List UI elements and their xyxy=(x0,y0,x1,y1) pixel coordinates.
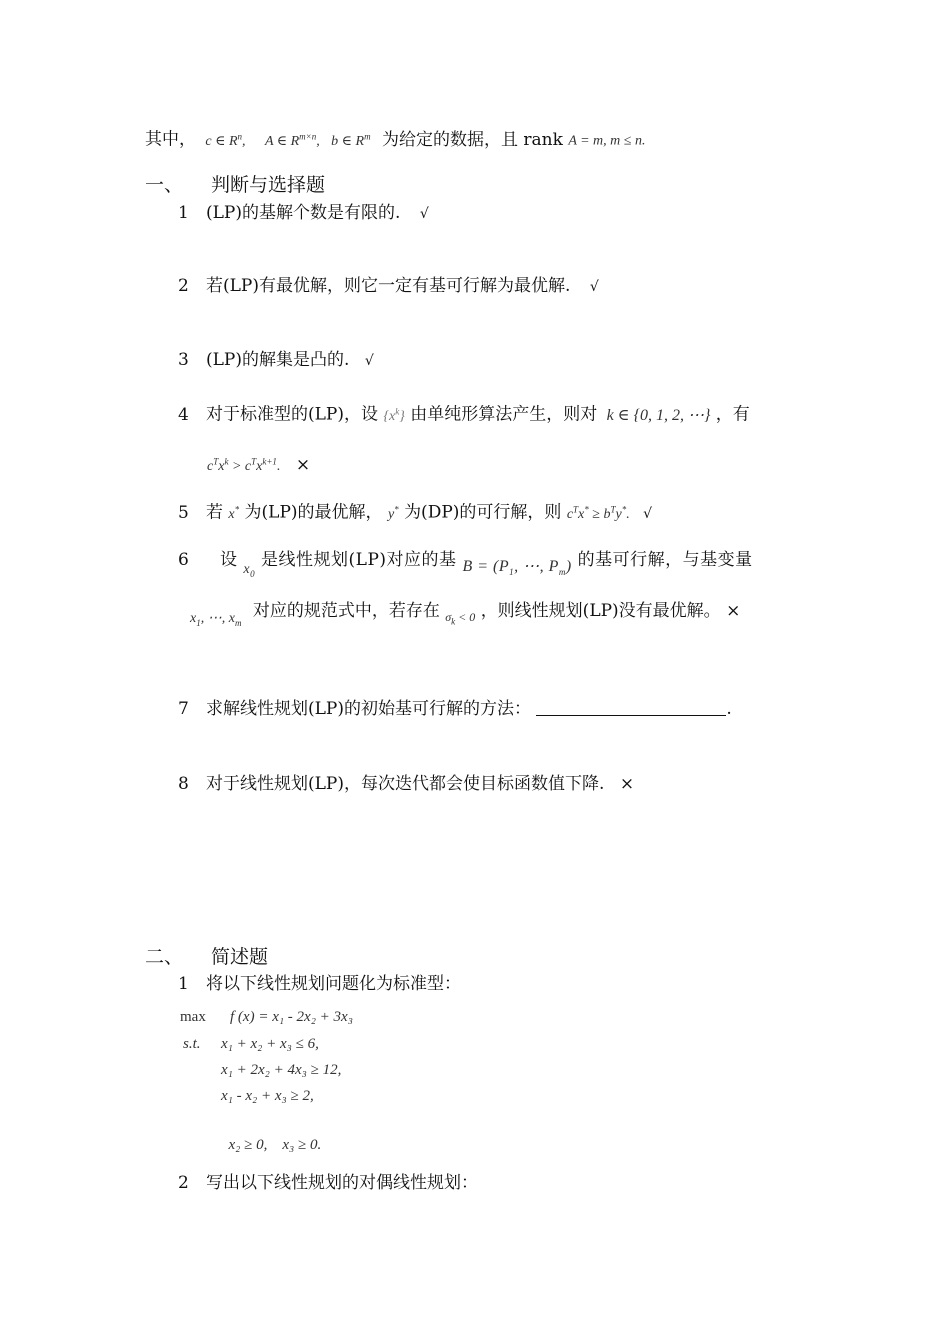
section-two-title: 简述题 xyxy=(211,946,269,968)
item-text: 求解线性规划(LP)的初始基可行解的方法： xyxy=(206,699,531,719)
question-item-5 xyxy=(178,498,652,526)
item-text: 若(LP)有最优解，则它一定有基可行解为最优解. xyxy=(206,276,571,296)
section-one-index: 一、 xyxy=(145,174,184,196)
item-number: 7 xyxy=(178,699,189,719)
item-text-3: 的基可行解，与基变量 xyxy=(577,550,753,570)
formula-b-in-rm: b ∈ $R^m$ xyxy=(331,131,371,149)
question-item-7 xyxy=(178,698,732,720)
lp-constraint-4: x₂ ≥ 0, x₃ ≥ 0. xyxy=(228,1137,322,1153)
item-text-2: 是线性规划(LP)对应的基 xyxy=(261,550,457,570)
check-mark-icon: √ xyxy=(364,353,374,369)
cross-mark-icon: × xyxy=(726,601,741,621)
item-text: 对于标准型的(LP)，设 xyxy=(206,404,378,425)
formula-c-in-rn: c ∈ $R^n$, xyxy=(205,131,246,149)
question-item-6-line-2 xyxy=(190,600,740,634)
item-text-2: ，则线性规划(LP)没有最优解。 xyxy=(480,601,721,621)
formula-basic-variables: x1, ⋯, xm xyxy=(190,611,242,628)
st-label: s.t. xyxy=(183,1036,201,1052)
formula-basis-b: $B = (P_1$, ⋯, $P_m$) xyxy=(462,558,572,578)
item-text: (LP)的基解个数是有限的. xyxy=(206,203,401,223)
item-text: 对应的规范式中，若存在 xyxy=(252,601,440,621)
question-item-4-line-2 xyxy=(207,450,310,478)
item-number: 5 xyxy=(178,502,189,523)
item-text: (LP)的解集是凸的. xyxy=(206,350,350,370)
question-item-1 xyxy=(178,202,429,225)
question-item-4 xyxy=(178,400,750,428)
item-tail: . xyxy=(726,699,732,719)
check-mark-icon: √ xyxy=(643,505,653,522)
item-number: 2 xyxy=(178,1173,189,1193)
question-item-6 xyxy=(178,549,753,585)
lp-constraint-2: x₁ + 2x₂ + 4x₃ ≥ 12, xyxy=(221,1062,342,1078)
item-number: 1 xyxy=(178,974,189,994)
short-answer-item-2 xyxy=(178,1172,478,1194)
formula-y-star: y* xyxy=(387,504,399,522)
lp-constraint-row-3 xyxy=(221,1085,314,1107)
check-mark-icon: √ xyxy=(589,279,599,295)
cross-mark-icon: × xyxy=(619,774,635,794)
formula-objective-inequality: $c^Tx^k > c^Tx^{k+1}$. xyxy=(207,456,281,474)
formula-duality-inequality: $c^Tx^* \ge b^Ty^*$. xyxy=(566,504,630,522)
item-number: 4 xyxy=(178,404,189,425)
item-number: 6 xyxy=(178,550,190,570)
answer-blank[interactable] xyxy=(536,699,726,716)
item-text: 将以下线性规划问题化为标准型： xyxy=(206,974,461,994)
section-two-index: 二、 xyxy=(145,946,184,968)
item-text-3: ，有 xyxy=(715,404,750,425)
lp-constraint-row-2 xyxy=(221,1059,341,1081)
section-two-heading xyxy=(145,946,268,968)
item-text: 若 xyxy=(206,502,223,523)
item-number: 1 xyxy=(178,203,189,223)
item-text: 对于线性规划(LP)，每次迭代都会使目标函数值下降. xyxy=(206,774,605,794)
formula-rank: A = m, m ≤ n. xyxy=(568,133,646,149)
formula-x-star: x* xyxy=(228,504,240,522)
cross-mark-icon: × xyxy=(295,454,311,475)
question-item-8 xyxy=(178,773,634,795)
question-item-3 xyxy=(178,349,374,372)
short-answer-item-1 xyxy=(178,973,461,995)
item-text: 写出以下线性规划的对偶线性规划： xyxy=(206,1173,478,1193)
item-text-3: 为(DP)的可行解，则 xyxy=(404,502,562,523)
formula-a-in-rmn: A ∈ $R^{m\times n}$, xyxy=(264,131,320,149)
formula-xk-set: $\{x^k\}$ xyxy=(383,406,405,424)
formula-sigma-k: σk < 0 xyxy=(445,610,476,627)
item-number: 8 xyxy=(178,774,189,794)
lp-constraint-1: x₁ + x₂ + x₃ ≤ 6, xyxy=(221,1036,319,1052)
max-label: max xyxy=(180,1009,206,1025)
item-text: 设 xyxy=(220,550,238,570)
item-number: 3 xyxy=(178,350,189,370)
intro-lead: 其中， xyxy=(145,129,196,150)
section-one-title: 判断与选择题 xyxy=(211,174,326,196)
item-number: 2 xyxy=(178,276,189,296)
section-one-heading xyxy=(145,174,325,196)
formula-x0: x0 xyxy=(243,562,256,579)
item-text-2: 为(LP)的最优解， xyxy=(244,502,383,523)
lp-objective: f (x) = x₁ - 2x₂ + 3x₃ xyxy=(230,1009,353,1025)
lp-constraint-3: x₁ - x₂ + x₃ ≥ 2, xyxy=(221,1088,314,1104)
lp-objective-row xyxy=(180,1006,353,1028)
lp-constraint-row-1 xyxy=(183,1033,319,1055)
lp-constraint-row-4 xyxy=(221,1112,321,1156)
check-mark-icon: √ xyxy=(419,206,429,222)
item-text-2: 由单纯形算法产生，则对 xyxy=(410,404,598,425)
question-item-2 xyxy=(178,275,599,298)
intro-mid-text: 为给定的数据，且 rank xyxy=(381,129,563,150)
formula-k-set: k ∈ {0, 1, 2, ⋯} xyxy=(606,406,711,424)
intro-line xyxy=(145,125,645,153)
